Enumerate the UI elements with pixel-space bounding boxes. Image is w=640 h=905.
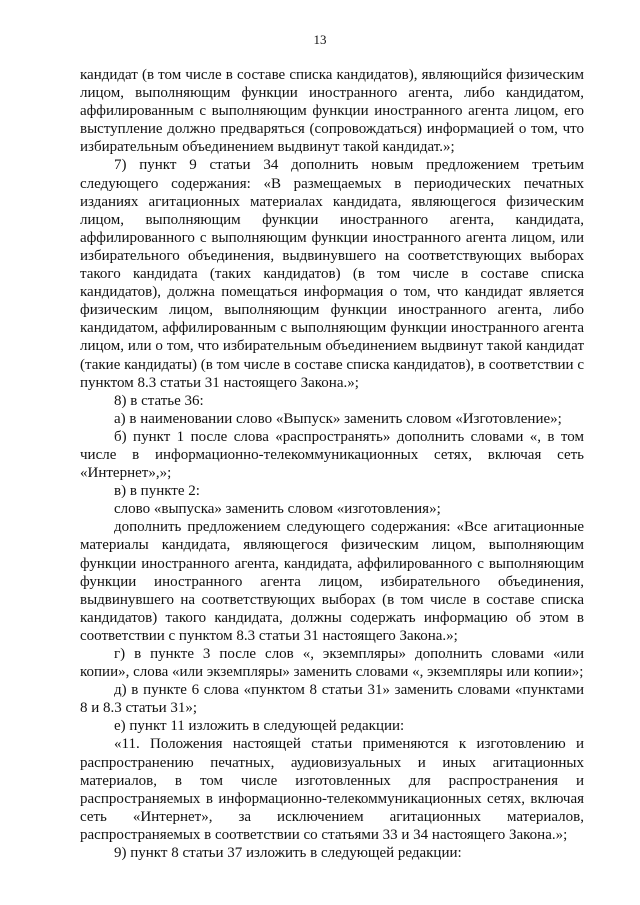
paragraph-item-8d: д) в пункте 6 слова «пунктом 8 статьи 31» заменить словами «пунктами 8 и 8.3 статьи 31»; [80, 682, 584, 717]
paragraph-item-8e-text: «11. Положения настоящей статьи применяются к изготовлению и распространению печатных, аудиовизуальных и иных агитационных материалов, в том числе изготовленных для распространения и распространяемых в информационно-телекоммуникационных сетях, включая сеть «Интернет», за исключением агитационных материалов, распространяемых в соответствии со статьями 33 и 34 настоящего Закона.»; [80, 736, 584, 843]
document-body [80, 66, 584, 862]
paragraph-item-8e: е) пункт 11 изложить в следующей редакции: [114, 718, 405, 735]
paragraph-item-8v-2: дополнить предложением следующего содержания: «Все агитационные материалы кандидата, являющегося физическим лицом, выполняющим функции иностранного агента, кандидата, аффилированного с выполняющим функции иностранного агента лицом, избирательного объединения, выдвинувшего на соответствующих выборах (в том числе в составе списка кандидатов) такого кандидата, должны содержать информацию об этом в соответствии с пунктом 8.3 статьи 31 настоящего Закона.»; [80, 519, 584, 644]
paragraph-continued: кандидат (в том числе в составе списка кандидатов), являющийся физическим лицом, выполняющим функции иностранного агента, либо кандидатом, аффилированным с выполняющим функции иностранного агента лицом, его выступление должно предваряться (сопровождаться) информацией о том, что избирательным объединением выдвинут такой кандидат.»; [80, 67, 584, 156]
paragraph-item-7: 7) пункт 9 статьи 34 дополнить новым предложением третьим следующего содержания: «В размещаемых в периодических печатных изданиях агитационных материалах кандидата, являющегося физическим лицом, выполняющим функции иностранного агента, кандидата, аффилированного с выполняющим функции иностранного агента лицом, или избирательного объединения, выдвинувшего на соответствующих выборах такого кандидата (таких кандидатов) (в том числе в составе списка кандидатов), должна помещаться информация о том, что кандидат является физическим лицом, выполняющим функции иностранного агента, либо кандидатом, аффилированным с выполняющим функции иностранного агента лицом, или о том, что избирательным объединением выдвинут такой кандидат (такие кандидаты) (в том числе в составе списка кандидатов), в соответствии с пунктом 8.3 статьи 31 настоящего Закона.»; [80, 157, 584, 391]
paragraph-item-8v-1: слово «выпуска» заменить словом «изготовления»; [114, 501, 441, 518]
paragraph-item-8: 8) в статье 36: [114, 392, 204, 409]
paragraph-item-9: 9) пункт 8 статьи 37 изложить в следующей редакции: [114, 845, 462, 862]
paragraph-item-8a: а) в наименовании слово «Выпуск» заменить словом «Изготовление»; [114, 410, 562, 427]
paragraph-item-8b: б) пункт 1 после слова «распространять» дополнить словами «, в том числе в информационно-телекоммуникационных сетях, включая сеть «Интернет»,»; [80, 428, 584, 482]
paragraph-item-8v: в) в пункте 2: [114, 483, 200, 500]
paragraph-item-8g: г) в пункте 3 после слов «, экземпляры» дополнить словами «или копии», слова «или экземпляры» заменить словами «, экземпляры или копии»; [80, 646, 584, 681]
page-number: 13 [313, 32, 327, 47]
